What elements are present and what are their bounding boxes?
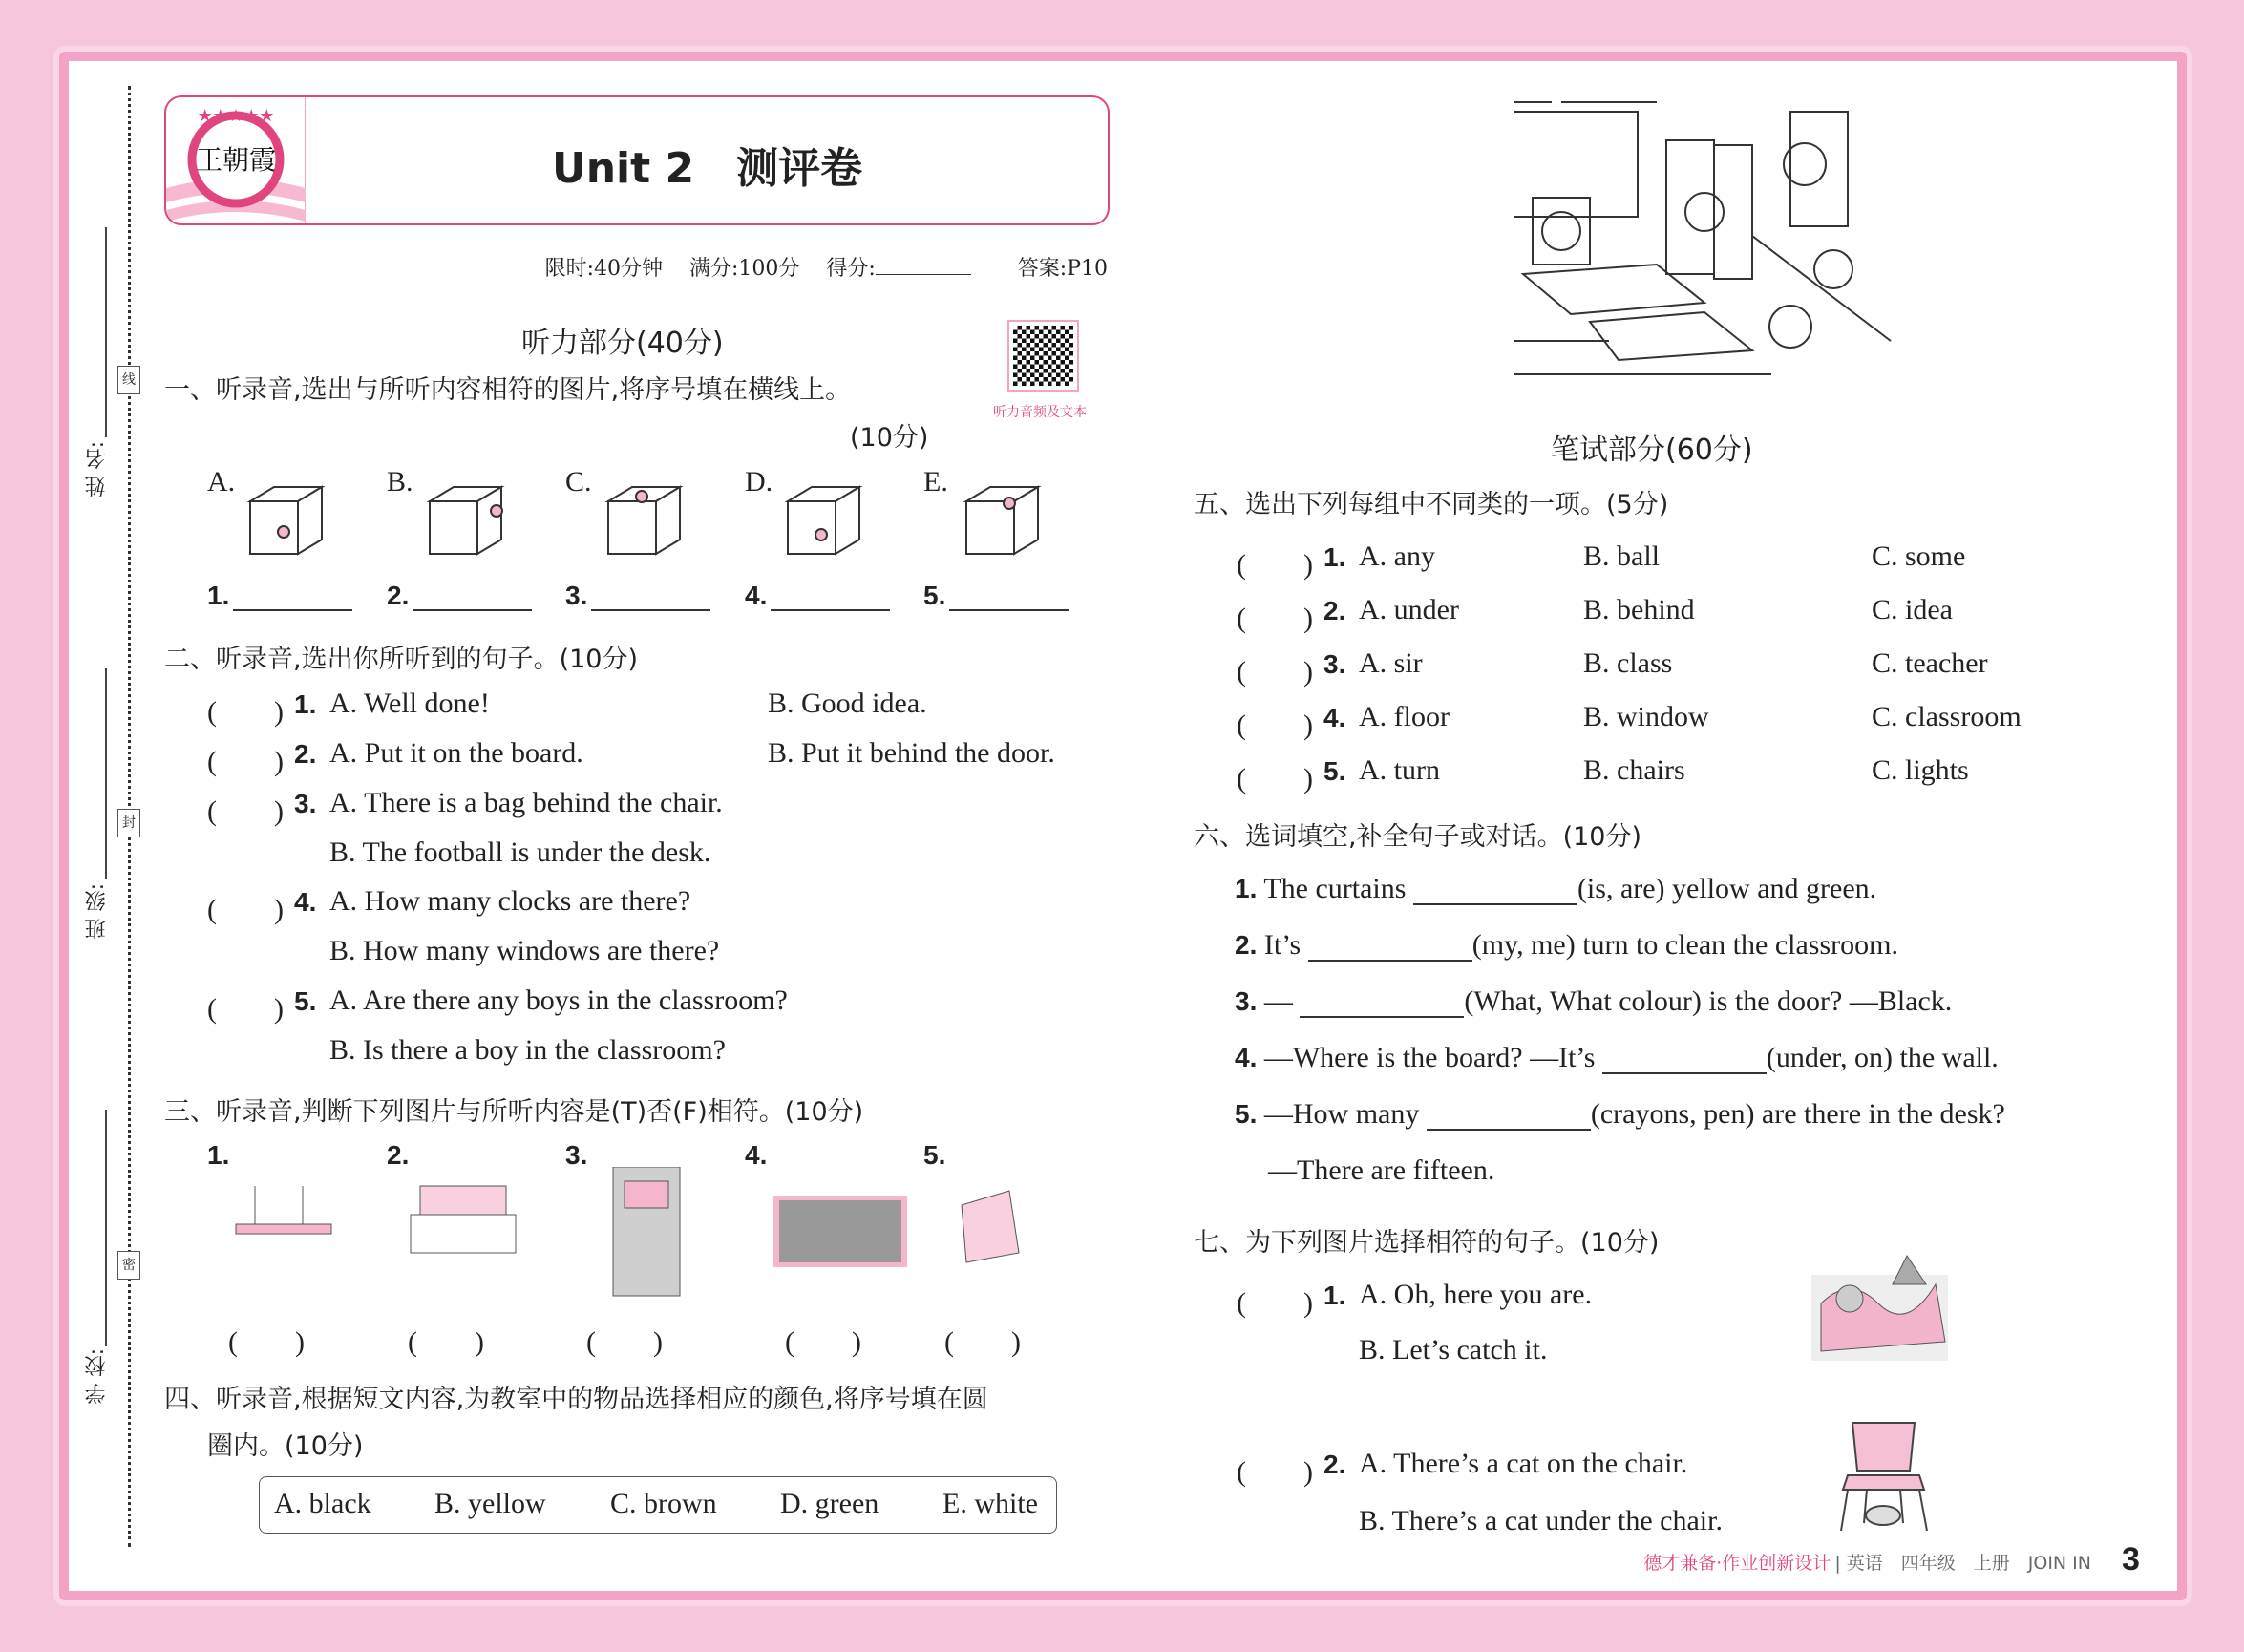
option-a: A. any bbox=[1359, 540, 1435, 572]
fill-sentence: 5. —How many (crayons, pen) are there in the desk? bbox=[1235, 1098, 2005, 1130]
box-ball-picture bbox=[599, 473, 694, 563]
section-5-title: 五、选出下列每组中不同类的一项。(5分) bbox=[1194, 490, 1669, 519]
fill-blank[interactable] bbox=[1413, 880, 1577, 905]
full-score: 满分:100分 bbox=[689, 257, 800, 281]
option-a: A. How many clocks are there? bbox=[329, 885, 691, 917]
footer bbox=[1643, 1549, 2091, 1575]
fill-sentence: 3. — (What, What colour) is the door? —Black. bbox=[1235, 985, 1953, 1017]
question-number: 1. bbox=[1323, 1281, 1346, 1310]
box-ball-picture bbox=[778, 473, 874, 563]
box-ball-picture bbox=[241, 473, 336, 563]
option-a: A. turn bbox=[1359, 754, 1440, 786]
question-number: 1. bbox=[207, 1140, 230, 1170]
question-number: 5. bbox=[1323, 756, 1346, 786]
option-c: C. lights bbox=[1872, 754, 1969, 786]
option-b: B. How many windows are there? bbox=[329, 935, 720, 966]
option-b: B. The football is under the desk. bbox=[329, 837, 711, 868]
color-option: E. white bbox=[942, 1488, 1038, 1519]
school-line bbox=[105, 1110, 107, 1346]
option-c: C. classroom bbox=[1872, 701, 2022, 732]
question-number: 5. bbox=[294, 986, 317, 1016]
option-b: B. Is there a boy in the classroom? bbox=[329, 1034, 726, 1066]
picture-option-label: D. bbox=[745, 466, 773, 498]
listening-title: 听力部分(40分) bbox=[521, 327, 724, 360]
option-b: B. There’s a cat under the chair. bbox=[1359, 1505, 1723, 1536]
fill-sentence: 1. The curtains (is, are) yellow and green. bbox=[1235, 873, 1877, 904]
name-label: 姓 名: bbox=[85, 441, 109, 498]
option-b: B. Put it behind the door. bbox=[768, 737, 1055, 769]
tf-answer-paren[interactable]: ( ) bbox=[785, 1326, 861, 1358]
tf-picture bbox=[406, 1167, 559, 1297]
section-2-title: 二、听录音,选出你所听到的句子。(10分) bbox=[164, 645, 639, 674]
fill-sentence: 2. It’s (my, me) turn to clean the classroom. bbox=[1235, 929, 1898, 961]
option-b: B. Good idea. bbox=[768, 688, 927, 719]
option-c: C. some bbox=[1872, 540, 1966, 572]
tf-picture bbox=[584, 1167, 737, 1297]
option-a: A. Are there any boys in the classroom? bbox=[329, 985, 788, 1016]
answer-paren[interactable]: ( ) bbox=[207, 894, 284, 925]
page-number: 3 bbox=[2122, 1541, 2140, 1578]
section-6-title: 六、选词填空,补全句子或对话。(10分) bbox=[1194, 822, 1642, 852]
answer-paren[interactable]: ( ) bbox=[1237, 549, 1313, 581]
chair-cat-picture bbox=[1833, 1418, 1934, 1533]
answer-blank[interactable]: 5. bbox=[923, 581, 1069, 611]
school-label: 学 校: bbox=[85, 1348, 109, 1405]
tf-picture bbox=[942, 1167, 1095, 1297]
question-number: 4. bbox=[745, 1140, 768, 1170]
fill-blank[interactable] bbox=[1308, 937, 1472, 962]
answer-paren[interactable]: ( ) bbox=[207, 696, 284, 728]
section-3-title: 三、听录音,判断下列图片与所听内容是(T)否(F)相符。(10分) bbox=[164, 1097, 864, 1127]
section-1-title: 一、听录音,选出与所听内容相符的图片,将序号填在横线上。 bbox=[164, 375, 852, 405]
svg-text:★★★★★: ★★★★★ bbox=[197, 106, 275, 125]
score-field[interactable] bbox=[876, 274, 971, 275]
color-option: B. yellow bbox=[434, 1488, 546, 1519]
answer-paren[interactable]: ( ) bbox=[1237, 1287, 1313, 1319]
seal-mark: 线 bbox=[117, 366, 140, 394]
tf-answer-paren[interactable]: ( ) bbox=[228, 1326, 305, 1358]
answer-blank[interactable]: 1. bbox=[207, 581, 352, 611]
option-a: A. There’s a cat on the chair. bbox=[1359, 1448, 1688, 1479]
option-b: B. chairs bbox=[1583, 754, 1685, 786]
option-b: B. class bbox=[1583, 647, 1673, 679]
answer-blank[interactable]: 3. bbox=[565, 581, 710, 611]
score-label: 得分: bbox=[826, 257, 876, 281]
question-number: 1. bbox=[294, 689, 317, 719]
answer-paren[interactable]: ( ) bbox=[1237, 656, 1313, 688]
option-b: B. window bbox=[1583, 701, 1709, 732]
option-a: A. Oh, here you are. bbox=[1359, 1279, 1593, 1310]
option-c: C. teacher bbox=[1872, 647, 1988, 679]
question-number: 3. bbox=[294, 789, 317, 818]
color-option: A. black bbox=[274, 1488, 371, 1519]
answer-paren[interactable]: ( ) bbox=[207, 746, 284, 777]
tf-answer-paren[interactable]: ( ) bbox=[586, 1326, 663, 1358]
option-a: A. Put it on the board. bbox=[329, 737, 583, 769]
question-number: 3. bbox=[1323, 649, 1346, 679]
page-title: Unit 2 测评卷 bbox=[552, 144, 863, 193]
witch-cat-picture bbox=[1811, 1246, 1948, 1361]
answer-paren[interactable]: ( ) bbox=[1237, 1456, 1313, 1488]
option-b: B. ball bbox=[1583, 540, 1660, 572]
question-number: 3. bbox=[565, 1140, 588, 1170]
color-option: C. brown bbox=[610, 1488, 717, 1519]
svg-text:王朝霞: 王朝霞 bbox=[195, 144, 277, 176]
time-limit: 限时:40分钟 bbox=[544, 257, 664, 281]
option-b: B. behind bbox=[1583, 594, 1695, 625]
book-meta: | 英语 四年级 上册 JOIN IN bbox=[1834, 1553, 2091, 1574]
section-4-title-cont: 圈内。(10分) bbox=[207, 1431, 364, 1461]
classroom-illustration bbox=[1514, 93, 1895, 375]
fill-blank[interactable] bbox=[1300, 993, 1464, 1018]
question-number: 2. bbox=[1323, 596, 1346, 625]
class-line bbox=[105, 668, 107, 879]
seal-mark: 密 bbox=[117, 1251, 140, 1280]
fill-blank[interactable] bbox=[1602, 1049, 1767, 1074]
question-number: 4. bbox=[1323, 703, 1346, 732]
answer-paren[interactable]: ( ) bbox=[1237, 603, 1313, 634]
question-number: 2. bbox=[387, 1140, 410, 1170]
option-a: A. There is a bag behind the chair. bbox=[329, 787, 723, 818]
tf-picture bbox=[226, 1167, 379, 1297]
name-line bbox=[105, 227, 107, 437]
section-1-points: (10分) bbox=[850, 423, 929, 453]
option-a: A. under bbox=[1359, 594, 1459, 625]
seal-mark: 封 bbox=[117, 809, 140, 837]
brand-logo bbox=[166, 97, 306, 225]
answer-paren[interactable]: ( ) bbox=[1237, 763, 1313, 794]
picture-option-label: A. bbox=[207, 466, 236, 498]
answer-paren[interactable]: ( ) bbox=[207, 993, 284, 1025]
option-a: A. sir bbox=[1359, 647, 1423, 679]
section-7-title: 七、为下列图片选择相符的句子。(10分) bbox=[1194, 1228, 1660, 1258]
answer-paren[interactable]: ( ) bbox=[207, 795, 284, 827]
s6-last-line: —There are fifteen. bbox=[1268, 1154, 1495, 1186]
option-c: C. idea bbox=[1872, 594, 1953, 625]
color-option: D. green bbox=[780, 1488, 879, 1519]
question-number: 5. bbox=[923, 1140, 946, 1170]
section-4-title: 四、听录音,根据短文内容,为教室中的物品选择相应的颜色,将序号填在圆 bbox=[164, 1385, 988, 1414]
question-number: 4. bbox=[294, 887, 317, 917]
answer-ref: 答案:P10 bbox=[1017, 257, 1108, 281]
tf-answer-paren[interactable]: ( ) bbox=[408, 1326, 484, 1358]
picture-option-label: B. bbox=[387, 466, 413, 498]
question-number: 2. bbox=[1323, 1450, 1346, 1479]
box-ball-picture bbox=[420, 473, 516, 563]
fill-blank[interactable] bbox=[1427, 1106, 1591, 1131]
class-label: 班 级: bbox=[85, 883, 109, 940]
option-b: B. Let’s catch it. bbox=[1359, 1334, 1548, 1366]
answer-blank[interactable]: 4. bbox=[745, 581, 890, 611]
box-ball-picture bbox=[957, 473, 1052, 563]
option-a: A. Well done! bbox=[329, 688, 490, 719]
answer-paren[interactable]: ( ) bbox=[1237, 710, 1313, 741]
exam-info bbox=[545, 252, 1108, 282]
qr-label: 听力音频及文本 bbox=[993, 405, 1087, 420]
tf-answer-paren[interactable]: ( ) bbox=[944, 1326, 1021, 1358]
question-number: 1. bbox=[1323, 542, 1346, 572]
tf-picture bbox=[764, 1167, 917, 1297]
picture-option-label: C. bbox=[565, 466, 592, 498]
writing-title: 笔试部分(60分) bbox=[1551, 434, 1753, 467]
picture-option-label: E. bbox=[923, 466, 948, 498]
answer-blank[interactable]: 2. bbox=[387, 581, 532, 611]
option-a: A. floor bbox=[1359, 701, 1450, 732]
series-name: 德才兼备·作业创新设计 bbox=[1643, 1553, 1831, 1574]
fill-sentence: 4. —Where is the board? —It’s (under, on) the wall. bbox=[1235, 1042, 1999, 1073]
question-number: 2. bbox=[294, 739, 317, 769]
qr-code[interactable] bbox=[1009, 322, 1077, 390]
